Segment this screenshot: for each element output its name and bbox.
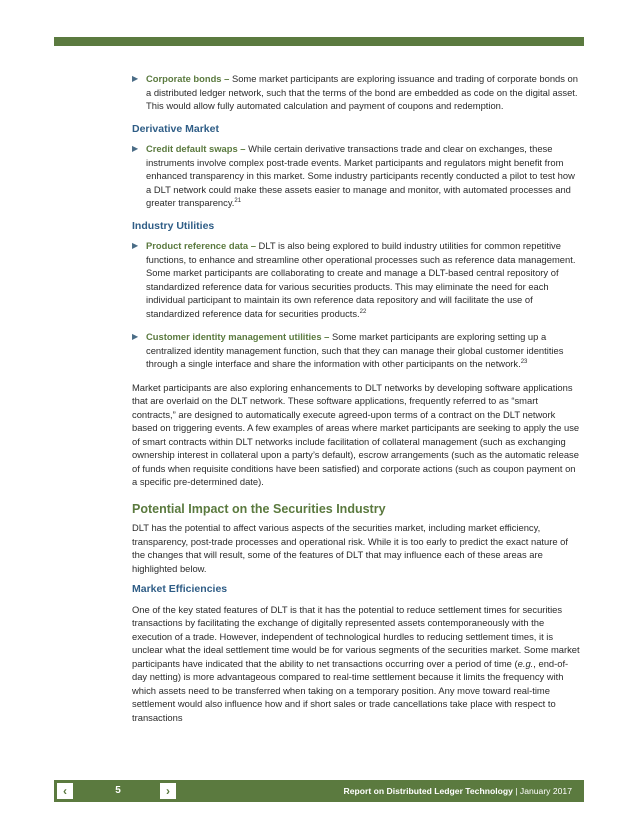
page-number: 5 <box>115 785 121 796</box>
bullet-text: While certain derivative transactions trade and clear on exchanges, these instruments involve complex post-trade events. Market participants and regulators might benefit from enhanced transparency in this market. Some industry participants recently conducted a pilot to test how a DLT network could make these assets easier to manage and monitor, with automated processes and greater transparency. <box>146 143 575 208</box>
heading-potential-impact: Potential Impact on the Securities Industry <box>132 501 386 516</box>
footnote-ref[interactable]: 22 <box>359 308 367 315</box>
footer-separator: | <box>515 786 518 796</box>
chevron-left-icon[interactable]: ‹ <box>57 783 73 799</box>
efficiencies-paragraph <box>132 603 580 725</box>
impact-paragraph: DLT has the potential to affect various aspects of the securities market, including market efficiency, transparency, post-trade processes and operational risk. While it is too early to predict the exact nature of the changes that will result, some of the features of DLT that may influence each of these areas are highlighted below. <box>132 522 568 574</box>
bullet-corporate-bonds <box>132 72 580 113</box>
bullet-text: DLT is also being explored to build industry utilities for common repetitive functions, to enhance and streamline other operational processes such as reference data management. Some market participants are collaborating to create and manage a DLT-based central repository of standardized reference data for various securities products. This may eliminate the need for each individual participant to maintain its own reference data repository and will facilitate the use of standardized reference data for securities products. <box>146 240 576 319</box>
bullet-text: Some market participants are exploring issuance and trading of corporate bonds on a distributed ledger network, such that the terms of the bond are embedded as code on the digital asset. This would allow fully automated calculation and payment of coupons and redemption. <box>146 73 578 111</box>
footnote-ref[interactable]: 23 <box>520 358 528 365</box>
header-bar <box>54 37 584 46</box>
heading-derivative-market: Derivative Market <box>132 122 219 135</box>
bullet-lead: Credit default swaps – <box>146 143 246 154</box>
bullet-triangle-icon: ▶ <box>132 332 139 341</box>
bullet-triangle-icon: ▶ <box>132 144 139 153</box>
bullet-customer-identity <box>132 330 580 371</box>
bullet-product-reference-data <box>132 239 580 320</box>
efficiencies-text-italic: e.g. <box>517 657 534 669</box>
efficiencies-text-before: One of the key stated features of DLT is that it has the potential to reduce settlement times for securities transactions by facilitating the exchange of digitally represented assets contemporaneously with the execution of a trade. However, independent of technological hurdles to reducing settlement times, it is unclear what the ideal settlement time would be for various segments of the securities market. Some market participants have indicated that the ability to net transactions occurring over a period of time ( <box>132 603 580 669</box>
bullet-lead: Corporate bonds – <box>146 73 230 84</box>
chevron-right-icon[interactable]: › <box>160 783 176 799</box>
heading-market-efficiencies: Market Efficiencies <box>132 583 228 595</box>
footer-bar <box>54 780 584 802</box>
bullet-text: Some market participants are exploring setting up a centralized identity management function, such that they can manage their global customer identities through a single interface and share the information with other participants on the network. <box>146 331 564 369</box>
report-title: Report on Distributed Ledger Technology <box>343 786 513 796</box>
footnote-ref[interactable]: 21 <box>234 197 242 204</box>
bullet-triangle-icon: ▶ <box>132 241 139 250</box>
bullet-lead: Product reference data – <box>146 240 256 251</box>
footer-report-title <box>344 780 572 802</box>
efficiencies-text-after: , end-of-day netting) is more advantageous compared to real-time settlement because it limits the frequency with which assets need to be transferred when taking on a temporary position. Any move toward real-time settlement would also influence how and if short sales or trade cancellations take place with respect to transactions <box>132 657 569 723</box>
heading-industry-utilities: Industry Utilities <box>132 219 215 232</box>
page-content <box>132 72 580 732</box>
bullet-lead: Customer identity management utilities – <box>146 331 330 342</box>
bullet-credit-default-swaps <box>132 142 580 210</box>
report-date: January 2017 <box>519 786 572 796</box>
smart-contracts-paragraph: Market participants are also exploring enhancements to DLT networks by developing software applications that are overlaid on the DLT network. These software applications, frequently referred to as “smart contracts,” are designed to automatically execute agreed-upon terms of a contract on the DLT network based on triggering events. A few examples of areas where market participants are seeking to apply the use of smart contracts within DLT networks include facilitation of collateral management (such as exchanging ownership interest in collateral upon a party’s default), escrow arrangements (such as the automatic release of funds when requisite conditions have been satisfied) and corporate actions (such as coupon payment on a specific pre-determined date). <box>132 381 580 487</box>
bullet-triangle-icon: ▶ <box>132 74 139 83</box>
